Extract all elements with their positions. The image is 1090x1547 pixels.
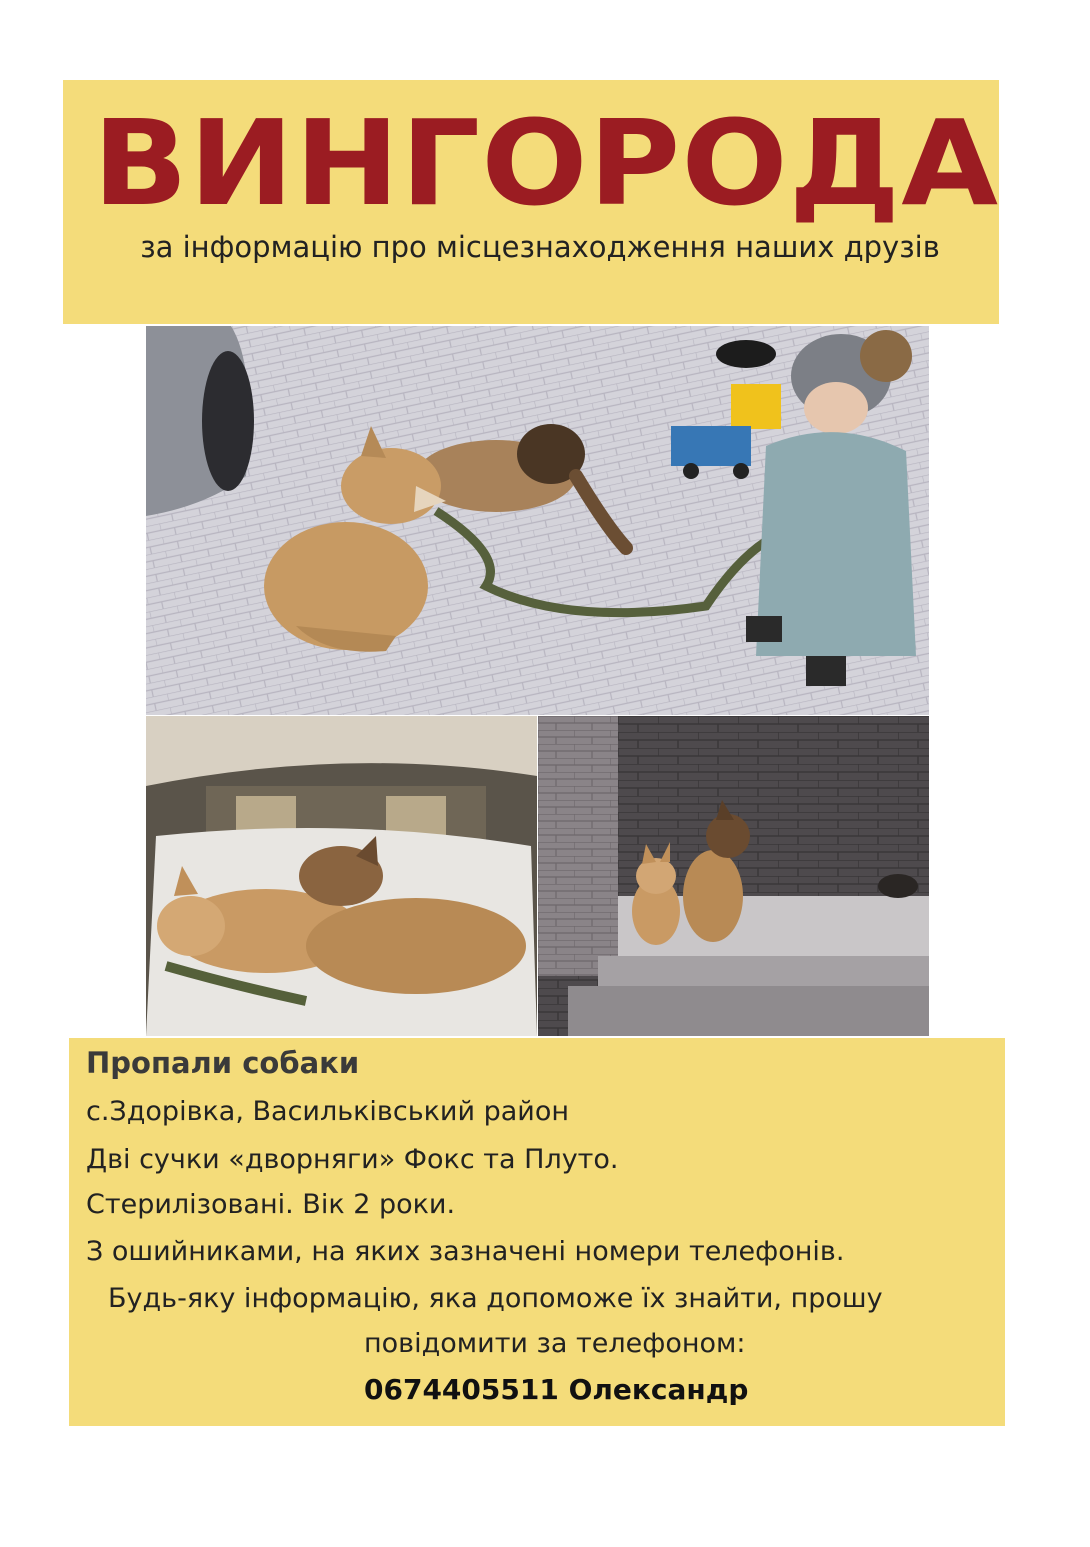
contact-phone: 0674405511 Олександр <box>364 1373 749 1406</box>
reward-title: ВИНГОРОДА <box>92 94 1000 232</box>
dogs-description: Дві сучки «дворняги» Фокс та Плуто. <box>86 1144 619 1175</box>
request-line-2: повідомити за телефоном: <box>364 1328 746 1359</box>
photo-dogs-on-porch <box>538 716 929 1036</box>
photo-dogs-in-car <box>146 716 537 1036</box>
request-line-1: Будь-яку інформацію, яка допоможе їх знайти, прошу <box>108 1283 883 1314</box>
missing-dogs-heading: Пропали собаки <box>86 1046 360 1080</box>
photo-dogs-on-snow <box>146 326 929 715</box>
reward-subtitle: за інформацію про місцезнаходження наших друзів <box>140 230 940 264</box>
dogs-details: Стерилізовані. Вік 2 роки. <box>86 1189 456 1220</box>
location-text: с.Здорівка, Васильківський район <box>86 1096 569 1127</box>
collars-text: З ошийниками, на яких зазначені номери телефонів. <box>86 1236 845 1267</box>
